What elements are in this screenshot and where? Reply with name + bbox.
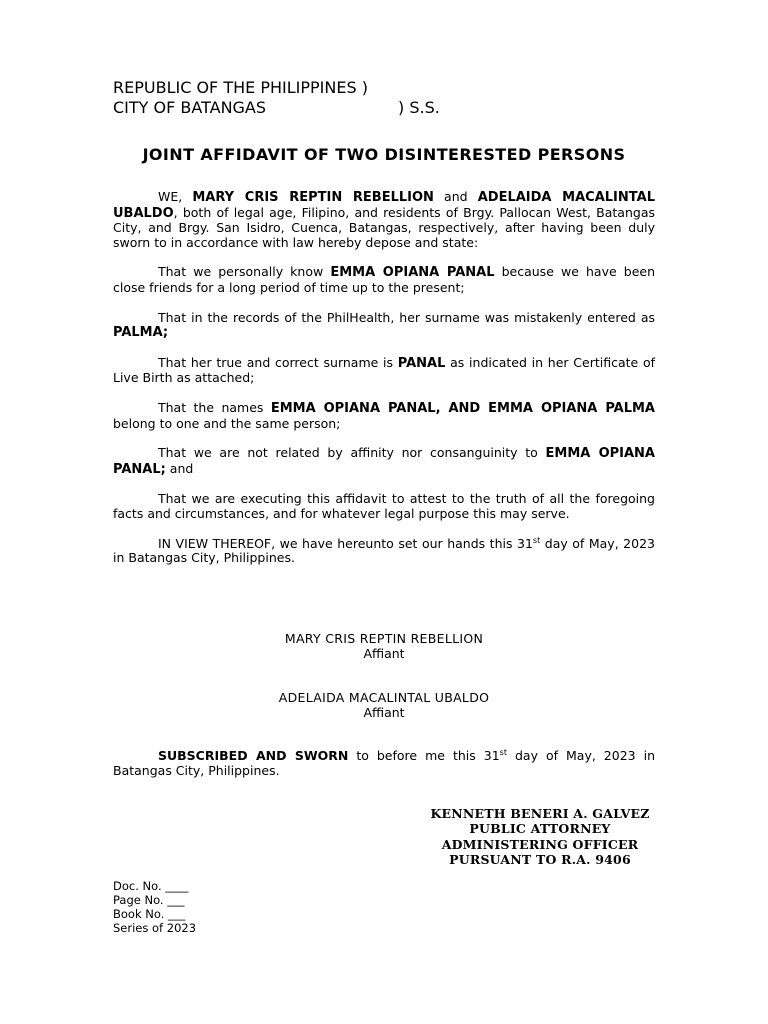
p5-text-2: belong to one and the same person; xyxy=(113,415,341,431)
affiant-1-role: Affiant xyxy=(363,646,405,661)
p8-ordinal-suffix: st xyxy=(532,535,541,545)
p4-text-2: as indicated in her Certificate of Live Birth as attached; xyxy=(113,354,655,386)
p1-affiant-2-name: ADELAIDA MACALINTAL UBALDO xyxy=(113,190,655,221)
jurat-text-2: day of May, 2023 in Batangas City, Philippines. xyxy=(113,748,656,778)
administering-officer-block xyxy=(400,806,680,867)
series-year: Series of 2023 xyxy=(113,921,197,935)
venue-city-text: CITY OF BATANGAS xyxy=(113,98,267,117)
venue-ss-text: ) S.S. xyxy=(398,98,440,117)
p6-text-1: That we are not related by affinity nor consanguinity to xyxy=(158,445,546,461)
jurat-paragraph xyxy=(113,748,655,778)
book-number: Book No. ___ xyxy=(113,907,186,921)
p6-subject-name: EMMA OPIANA PANAL; xyxy=(113,446,655,477)
venue-line-republic xyxy=(113,78,368,98)
venue-block xyxy=(113,78,440,118)
p5-text-1: That the names xyxy=(158,399,271,415)
officer-title: PUBLIC ATTORNEY xyxy=(469,821,611,837)
paragraph-in-view-thereof xyxy=(113,537,655,566)
p2-text-2: because we have been close friends for a long period of time up to the present; xyxy=(113,264,656,295)
paragraph-purpose xyxy=(113,492,655,521)
p5-names: EMMA OPIANA PANAL, AND EMMA OPIANA PALMA xyxy=(270,400,655,416)
affiant-signature-1 xyxy=(0,631,768,661)
p3-text-1: That in the records of the PhilHealth, her surname was mistakenly entered as xyxy=(158,309,655,325)
paragraph-same-person xyxy=(113,401,655,431)
p1-text-2: and xyxy=(433,189,478,204)
p8-text-2: day of May, 2023 in Batangas City, Philippines. xyxy=(113,535,655,566)
paragraph-not-related xyxy=(113,446,655,477)
p2-subject-name: EMMA OPIANA PANAL xyxy=(330,265,495,281)
paragraph-personally-know xyxy=(113,265,655,295)
p4-text-1: That her true and correct surname is xyxy=(158,354,398,370)
jurat-ordinal-suffix: st xyxy=(499,747,507,757)
jurat-bold-text: SUBSCRIBED AND SWORN xyxy=(158,748,349,763)
officer-role: ADMINISTERING OFFICER xyxy=(441,836,639,852)
p7-text-1: That we are executing this affidavit to attest to the truth of all the foregoing facts and circumstances, and for whatever legal purpose this may serve. xyxy=(113,491,655,521)
paragraph-affiants-intro xyxy=(113,190,655,250)
paragraph-philhealth-record xyxy=(113,311,655,341)
jurat-text-1: to before me this 31 xyxy=(348,748,500,763)
p3-wrong-surname: PALMA; xyxy=(113,325,169,341)
venue-republic-text: REPUBLIC OF THE PHILIPPINES ) xyxy=(113,78,368,97)
p8-text-1: IN VIEW THEREOF, we have hereunto set our hands this 31 xyxy=(158,535,533,551)
venue-line-city xyxy=(113,98,440,118)
affiant-2-name: ADELAIDA MACALINTAL UBALDO xyxy=(278,690,490,705)
affidavit-body xyxy=(113,190,655,581)
notarial-register-block xyxy=(113,879,196,935)
page-number: Page No. ___ xyxy=(113,893,185,907)
affiant-signature-2 xyxy=(0,690,768,720)
doc-number: Doc. No. ____ xyxy=(113,879,189,893)
affiant-1-name: MARY CRIS REPTIN REBELLION xyxy=(284,631,484,646)
p4-correct-surname: PANAL xyxy=(397,355,446,371)
document-title: JOINT AFFIDAVIT OF TWO DISINTERESTED PERSONS xyxy=(142,145,626,164)
officer-authority: PURSUANT TO R.A. 9406 xyxy=(449,851,631,867)
p2-text-1: That we personally know xyxy=(158,264,331,280)
paragraph-true-surname xyxy=(113,356,655,386)
p1-text-3: , both of legal age, Filipino, and residents of Brgy. Pallocan West, Batangas City, and Brgy. San Isidro, Cuenca, Batangas, respectively, after having been duly sworn to in accordance with law hereby depose and state: xyxy=(113,204,655,250)
p6-text-2: and xyxy=(165,460,194,476)
p1-affiant-1-name: MARY CRIS REPTIN REBELLION xyxy=(192,190,434,205)
officer-name: KENNETH BENERI A. GALVEZ xyxy=(430,806,650,821)
affiant-2-role: Affiant xyxy=(363,705,405,720)
p1-text-1: WE, xyxy=(158,189,193,204)
